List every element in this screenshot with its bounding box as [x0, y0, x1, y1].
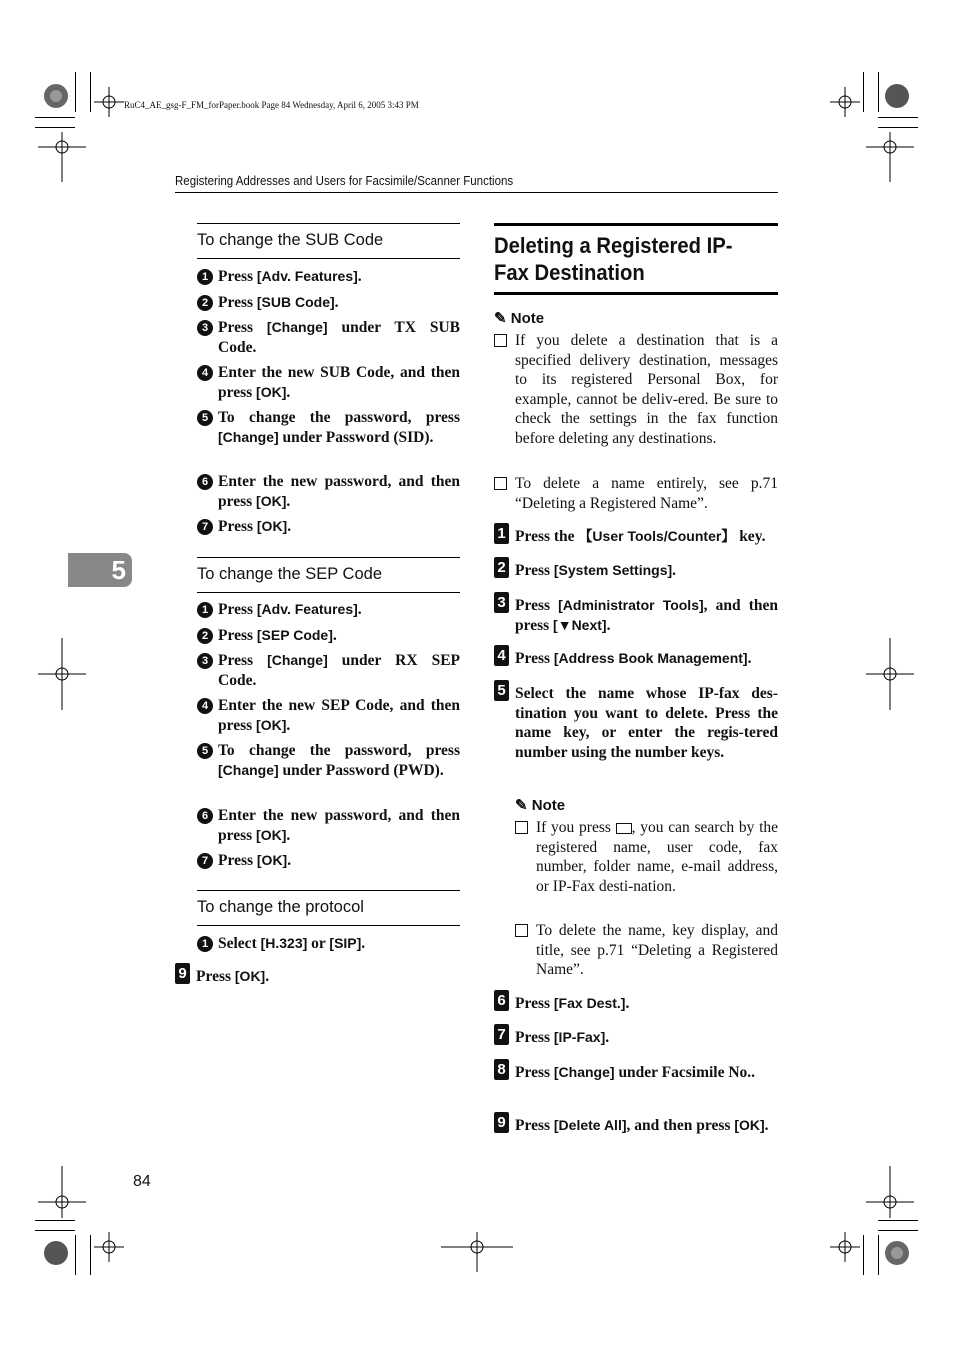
protocol-heading-block — [197, 890, 460, 926]
search-key-icon — [616, 823, 632, 834]
target-icon — [38, 638, 86, 710]
protocol-heading: To change the protocol — [197, 898, 364, 916]
page-number: 84 — [133, 1173, 151, 1190]
target-icon — [94, 87, 124, 117]
checkbox-icon — [515, 924, 528, 937]
checkbox-icon — [515, 821, 528, 834]
sub-code-heading: To change the SUB Code — [197, 231, 384, 249]
pencil-icon: ✎ — [494, 310, 507, 327]
target-icon — [38, 132, 86, 182]
section-title: Deleting a Registered IP-Fax Destination — [494, 233, 733, 285]
target-icon — [830, 87, 860, 117]
sub-code-heading-block — [197, 223, 460, 259]
title-rule-top — [494, 223, 778, 226]
target-icon — [830, 1232, 860, 1262]
note-item-1: If you delete a destination that is a specified delivery destination, messages to its registered Personal Box, for example, cannot be deliv-ered. Be sure to check the settings in the fax function before deleting any destinations. — [494, 331, 778, 469]
header-rule — [175, 192, 778, 193]
chapter-tab: 5 — [68, 553, 132, 587]
target-icon — [866, 638, 914, 710]
running-header: Registering Addresses and Users for Facsimile/Scanner Functions — [175, 174, 514, 188]
note-heading-2: ✎ Note — [515, 797, 566, 814]
gray-circle-icon — [44, 1241, 68, 1265]
color-wheel-icon — [885, 1241, 909, 1265]
color-wheel-icon — [44, 84, 68, 108]
sep-code-heading-block — [197, 557, 460, 593]
target-icon — [94, 1232, 124, 1262]
title-rule-bottom — [494, 292, 778, 295]
checkbox-icon — [494, 334, 507, 347]
note-item-2: To delete a name entirely, see p.71 “Deleting a Registered Name”. — [494, 474, 778, 514]
target-icon — [866, 132, 914, 182]
sep-code-heading: To change the SEP Code — [197, 565, 382, 583]
target-icon — [38, 1166, 86, 1218]
note2-item-2: To delete the name, key display, and title, see p.71 “Deleting a Registered Name”. — [515, 921, 778, 981]
gray-circle-icon — [885, 84, 909, 108]
file-info: RuC4_AE_gsg-F_FM_forPaper.book Page 84 Wednesday, April 6, 2005 3:43 PM — [124, 100, 419, 110]
note-heading: ✎ Note — [494, 310, 545, 327]
pencil-icon: ✎ — [515, 797, 528, 814]
note2-item-1: If you press , you can search by the registered name, user code, fax number, folder name, e-mail address, or IP-Fax desti-nation. — [515, 818, 778, 918]
target-icon — [441, 1232, 513, 1272]
checkbox-icon — [494, 477, 507, 490]
target-icon — [866, 1166, 914, 1218]
